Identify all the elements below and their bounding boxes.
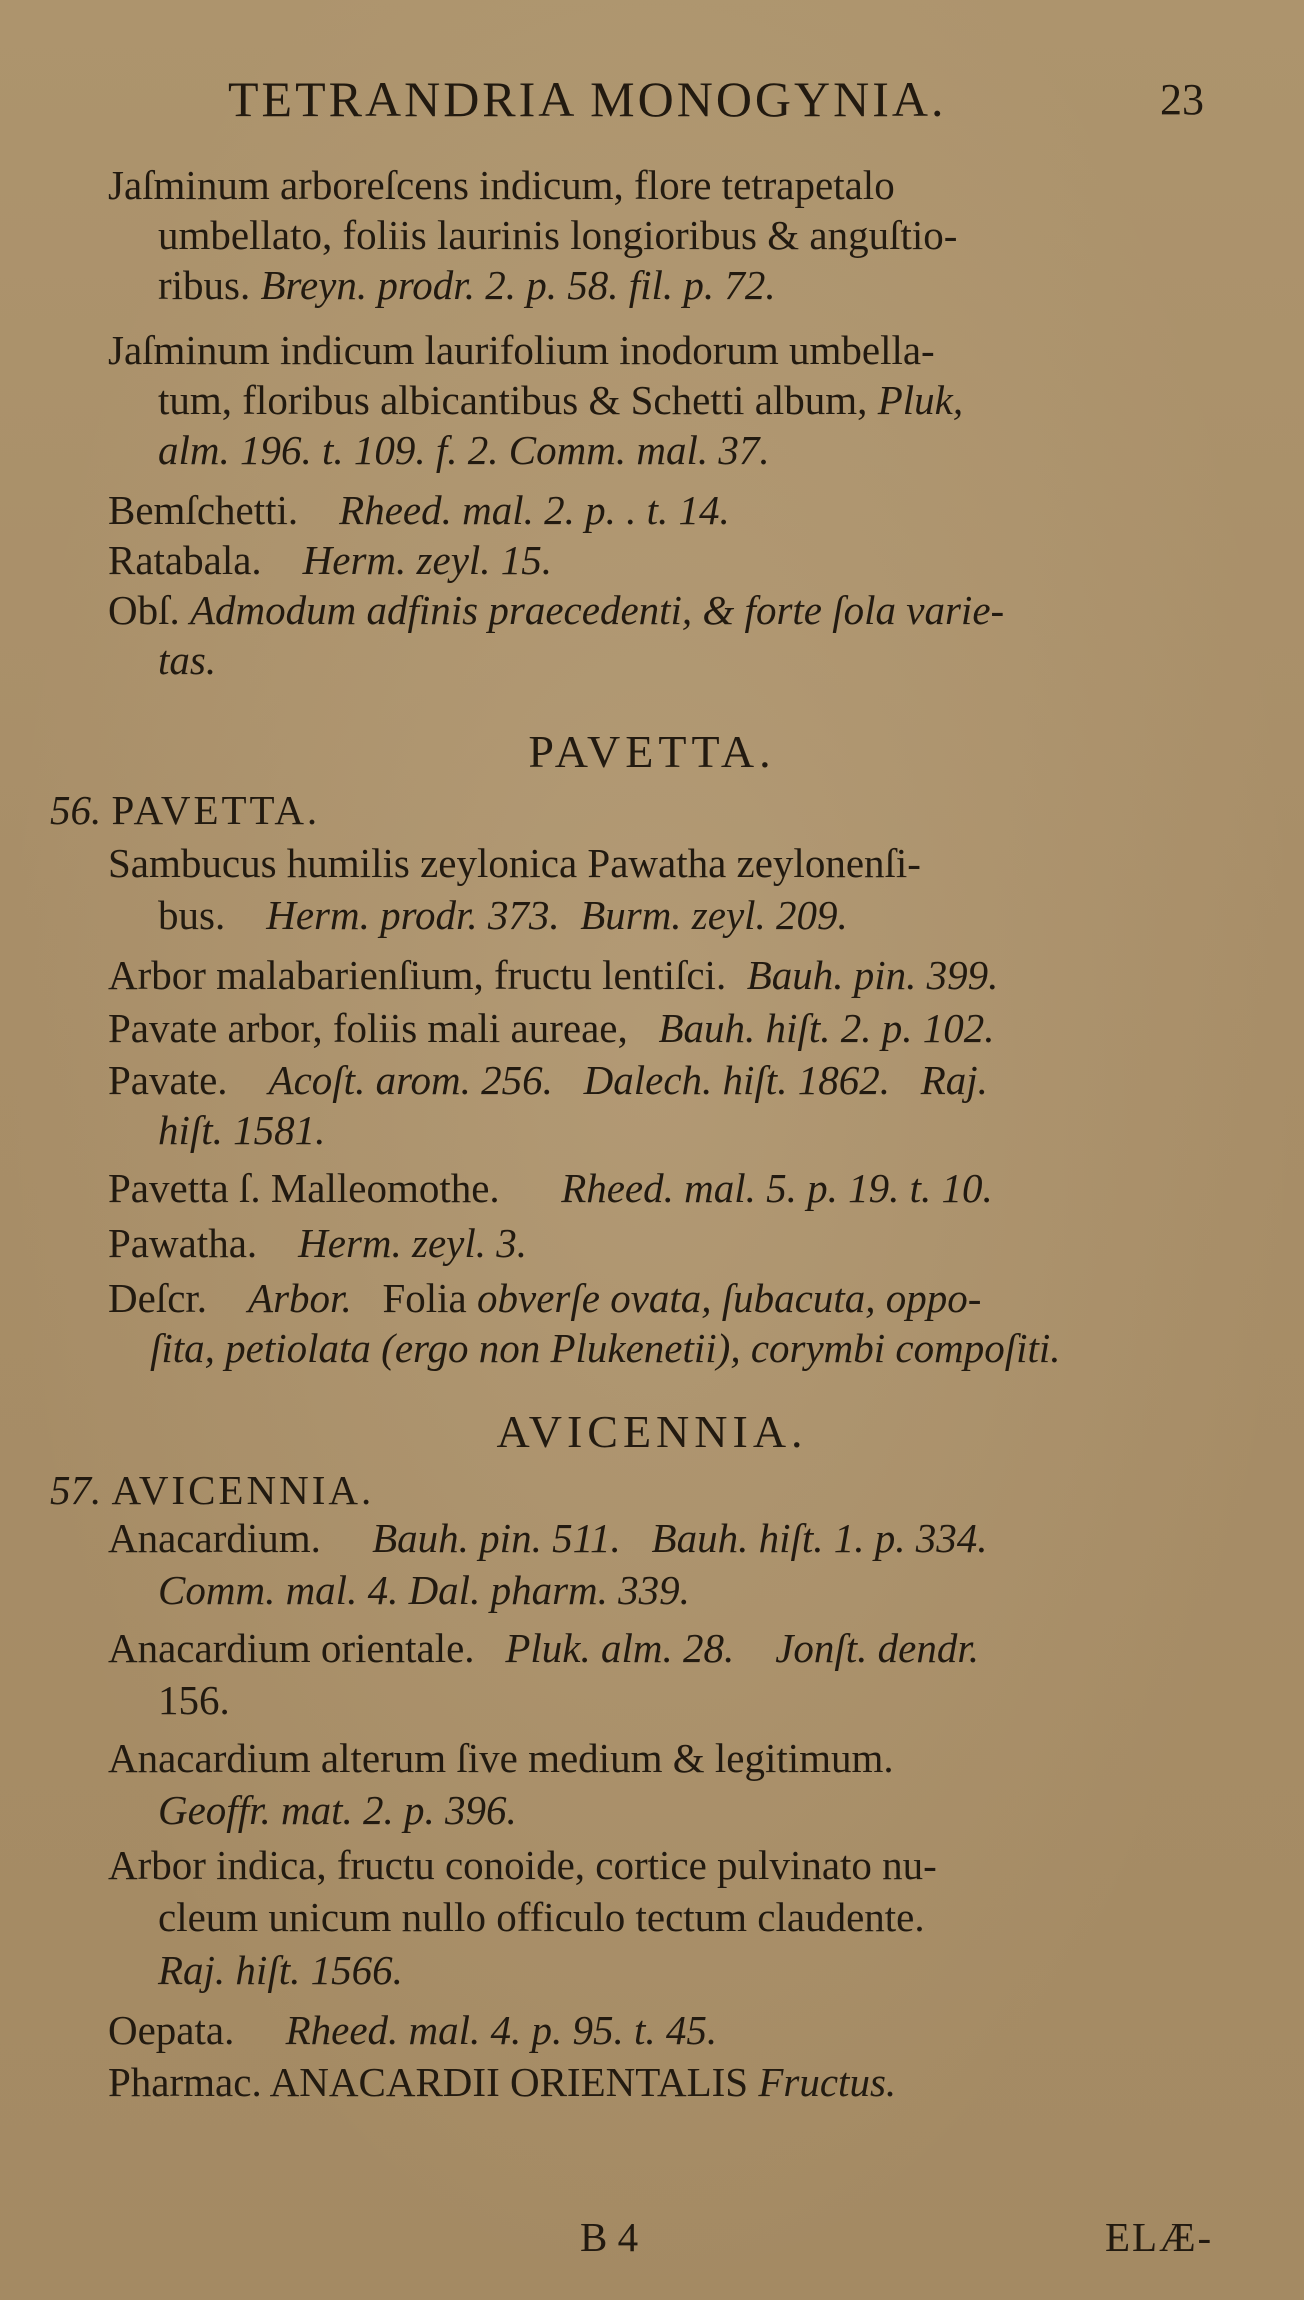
citation: Raj. — [920, 1057, 988, 1103]
text-span: Fructus. — [758, 2059, 897, 2105]
citation: hiſt. 1581. — [158, 1107, 326, 1153]
text-span: Pawatha. — [108, 1220, 258, 1266]
genus-heading — [50, 1467, 375, 1513]
text-span: Pavetta ſ. Malleomothe. — [108, 1165, 500, 1211]
text-line — [158, 262, 776, 308]
description-text: ſita, petiolata (ergo non Plukenetii), corymbi compoſiti. — [150, 1325, 1061, 1371]
citation: Rheed. mal. 5. p. 19. t. 10. — [561, 1165, 993, 1211]
text-span: Pavate arbor, foliis mali aureae, — [108, 1005, 628, 1051]
genus-number: 56. — [50, 787, 102, 833]
text-line — [108, 487, 730, 533]
citation: alm. 196. t. 109. f. 2. Comm. mal. 37. — [158, 427, 770, 473]
citation: Herm. prodr. 373. — [266, 892, 560, 938]
text-line — [108, 587, 1005, 633]
text-line — [108, 952, 999, 998]
genus-heading — [50, 787, 321, 833]
running-head — [0, 70, 1304, 140]
citation: Breyn. prodr. 2. p. 58. fil. p. 72. — [260, 262, 776, 308]
text-line — [108, 1220, 528, 1266]
section-title: PAVETTA. — [528, 726, 776, 777]
running-head-title: TETRANDRIA MONOGYNIA. — [228, 71, 947, 127]
text-line: Arbor indica, fructu conoide, cortice pulvinato nu- — [108, 1842, 937, 1888]
citation: Geoffr. mat. 2. p. 396. — [158, 1787, 517, 1833]
citation: Raj. hiſt. 1566. — [158, 1947, 403, 1993]
citation: Bauh. hiſt. 1. p. 334. — [651, 1515, 988, 1561]
citation: Pluk, — [877, 377, 964, 423]
catchword: ELÆ- — [1105, 2214, 1214, 2260]
citation: Bauh. hiſt. 2. p. 102. — [658, 1005, 995, 1051]
text-span: tum, floribus albicantibus & Schetti album, — [158, 377, 868, 423]
citation: Bauh. pin. 511. — [372, 1515, 621, 1561]
page-number: 23 — [1160, 75, 1204, 124]
citation: Rheed. mal. 4. p. 95. t. 45. — [285, 2007, 718, 2053]
signature-mark: B 4 — [580, 2214, 639, 2260]
text-line: Jaſminum arboreſcens indicum, flore tetrapetalo — [108, 162, 895, 208]
text-line — [108, 2007, 718, 2053]
description-text: obverſe ovata, ſubacuta, oppo- — [477, 1275, 982, 1321]
text-line — [158, 377, 964, 423]
text-span: ribus. — [158, 262, 251, 308]
text-line — [108, 1625, 980, 1671]
text-line — [108, 2059, 897, 2105]
citation: Dalech. hiſt. 1862. — [583, 1057, 890, 1103]
text-line: 156. — [158, 1677, 230, 1723]
text-span: Pavate. — [108, 1057, 228, 1103]
citation: Rheed. mal. 2. p. . t. 14. — [339, 487, 730, 533]
text-line: cleum unicum nullo officulo tectum claudente. — [158, 1894, 925, 1940]
citation: Comm. mal. 4. Dal. pharm. 339. — [158, 1567, 690, 1613]
text-line — [108, 1275, 982, 1321]
text-line — [108, 1165, 993, 1211]
observation-text: Admodum adfinis praecedenti, & forte ſola varie- — [190, 587, 1005, 633]
text-span: Obſ. — [108, 587, 180, 633]
citation: Bauh. pin. 399. — [746, 952, 999, 998]
text-span: Anacardium orientale. — [108, 1625, 475, 1671]
genus-number: 57. — [50, 1467, 102, 1513]
text-span: Deſcr. — [108, 1275, 208, 1321]
text-span: bus. — [158, 892, 226, 938]
text-span: Arbor malabarienſium, fructu lentiſci. — [108, 952, 727, 998]
text-line: Sambucus humilis zeylonica Pawatha zeylonenſi- — [108, 840, 921, 886]
text-line — [158, 892, 848, 938]
text-line — [108, 537, 553, 583]
citation: Herm. zeyl. 15. — [302, 537, 553, 583]
genus-name: PAVETTA. — [111, 787, 321, 833]
text-span: Oepata. — [108, 2007, 235, 2053]
citation: Herm. zeyl. 3. — [298, 1220, 528, 1266]
text-span: Folia — [382, 1275, 467, 1321]
observation-text: tas. — [158, 637, 217, 683]
text-line: umbellato, foliis laurinis longioribus & anguſtio- — [158, 212, 958, 258]
text-span: Bemſchetti. — [108, 487, 299, 533]
text-line — [108, 1515, 988, 1561]
text-span: Ratabala. — [108, 537, 262, 583]
citation: Jonſt. dendr. — [775, 1625, 980, 1671]
citation: Acoſt. arom. 256. — [268, 1057, 553, 1103]
citation: Burm. zeyl. 209. — [580, 892, 848, 938]
description-text: Arbor. — [248, 1275, 352, 1321]
section-title: AVICENNIA. — [496, 1406, 808, 1457]
text-line: Jaſminum indicum laurifolium inodorum umbella- — [108, 327, 935, 373]
text-span: Pharmac. ANACARDII ORIENTALIS — [108, 2059, 749, 2105]
citation: Pluk. alm. 28. — [505, 1625, 735, 1671]
genus-name: AVICENNIA. — [111, 1467, 375, 1513]
text-line — [108, 1005, 995, 1051]
text-span: Anacardium. — [108, 1515, 321, 1561]
text-line: Anacardium alterum ſive medium & legitimum. — [108, 1735, 894, 1781]
text-line — [108, 1057, 988, 1103]
